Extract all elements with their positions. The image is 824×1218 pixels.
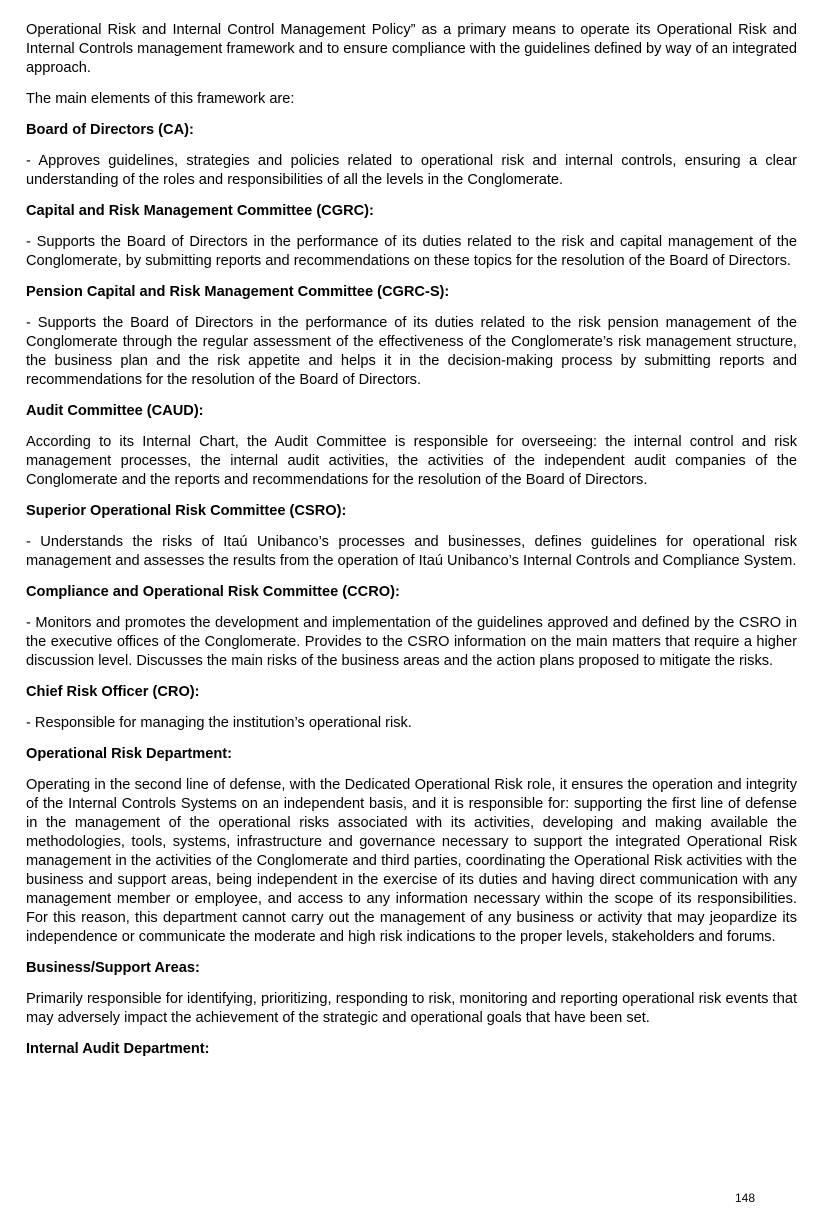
section-heading: Chief Risk Officer (CRO): xyxy=(26,684,200,700)
lead-paragraph: The main elements of this framework are: xyxy=(26,91,295,107)
sections xyxy=(26,121,797,1028)
section-text: - Approves guidelines, strategies and policies related to operational risk and internal controls, ensuring a clear understanding of the roles and responsibilities of all the levels in the Conglomerate. xyxy=(26,153,797,188)
section-heading: Business/Support Areas: xyxy=(26,960,200,976)
section-heading: Capital and Risk Management Committee (CGRC): xyxy=(26,203,374,219)
section-text: Primarily responsible for identifying, prioritizing, responding to risk, monitoring and reporting operational risk events that may adversely impact the achievement of the strategic and operational goals that have been set. xyxy=(26,991,797,1026)
document-body xyxy=(26,21,797,1071)
section-text: - Responsible for managing the institution’s operational risk. xyxy=(26,715,412,731)
section-heading: Compliance and Operational Risk Committee (CCRO): xyxy=(26,584,400,600)
section-text: According to its Internal Chart, the Audit Committee is responsible for overseeing: the internal control and risk management processes, the internal audit activities, the activities of the independent audit companies of the Conglomerate and the reports and recommendations for the resolution of the Board of Directors. xyxy=(26,434,797,488)
section-text: - Supports the Board of Directors in the performance of its duties related to the risk pension management of the Conglomerate through the regular assessment of the effectiveness of the Conglomerate’s risk management structure, the business plan and the risk appetite and helps it in the decision-making process by submitting reports and recommendations for the resolution of the Board of Directors. xyxy=(26,315,797,388)
section-heading: Superior Operational Risk Committee (CSRO): xyxy=(26,503,347,519)
section-text: - Monitors and promotes the development and implementation of the guidelines approved and defined by the CSRO in the executive offices of the Conglomerate. Provides to the CSRO information on the main matters that require a higher discussion level. Discusses the main risks of the business areas and the action plans proposed to mitigate the risks. xyxy=(26,615,797,669)
intro-paragraph: Operational Risk and Internal Control Management Policy” as a primary means to operate its Operational Risk and Internal Controls management framework and to ensure compliance with the guidelines defined by way of an integrated approach. xyxy=(26,22,797,76)
section-heading: Audit Committee (CAUD): xyxy=(26,403,204,419)
section-text: Operating in the second line of defense, with the Dedicated Operational Risk role, it ensures the operation and integrity of the Internal Controls Systems on an independent basis, and it is responsible for: supporting the first line of defense in the management of the operational risks associated with its activities, developing and making available the methodologies, tools, systems, infrastructure and governance necessary to support the integrated Operational Risk management in the activities of the Conglomerate and third parties, coordinating the Operational Risk activities with the business and support areas, being independent in the exercise of its duties and having direct communication with any management member or employee, and access to any information necessary within the scope of its responsibilities. For this reason, this department cannot carry out the management of any business or activity that may jeopardize its independence or communicate the moderate and high risk indications to the proper levels, stakeholders and forums. xyxy=(26,777,797,945)
section-text: - Understands the risks of Itaú Unibanco’s processes and businesses, defines guidelines for operational risk management and assesses the results from the operation of Itaú Unibanco’s Internal Controls and Compliance System. xyxy=(26,534,797,569)
section-heading-internal-audit: Internal Audit Department: xyxy=(26,1041,210,1057)
page-number: 148 xyxy=(735,1191,756,1205)
section-heading: Pension Capital and Risk Management Committee (CGRC-S): xyxy=(26,284,450,300)
section-heading: Board of Directors (CA): xyxy=(26,122,194,138)
section-text: - Supports the Board of Directors in the performance of its duties related to the risk and capital management of the Conglomerate, by submitting reports and recommendations on these topics for the resolution of the Board of Directors. xyxy=(26,234,797,269)
section-heading: Operational Risk Department: xyxy=(26,746,232,762)
